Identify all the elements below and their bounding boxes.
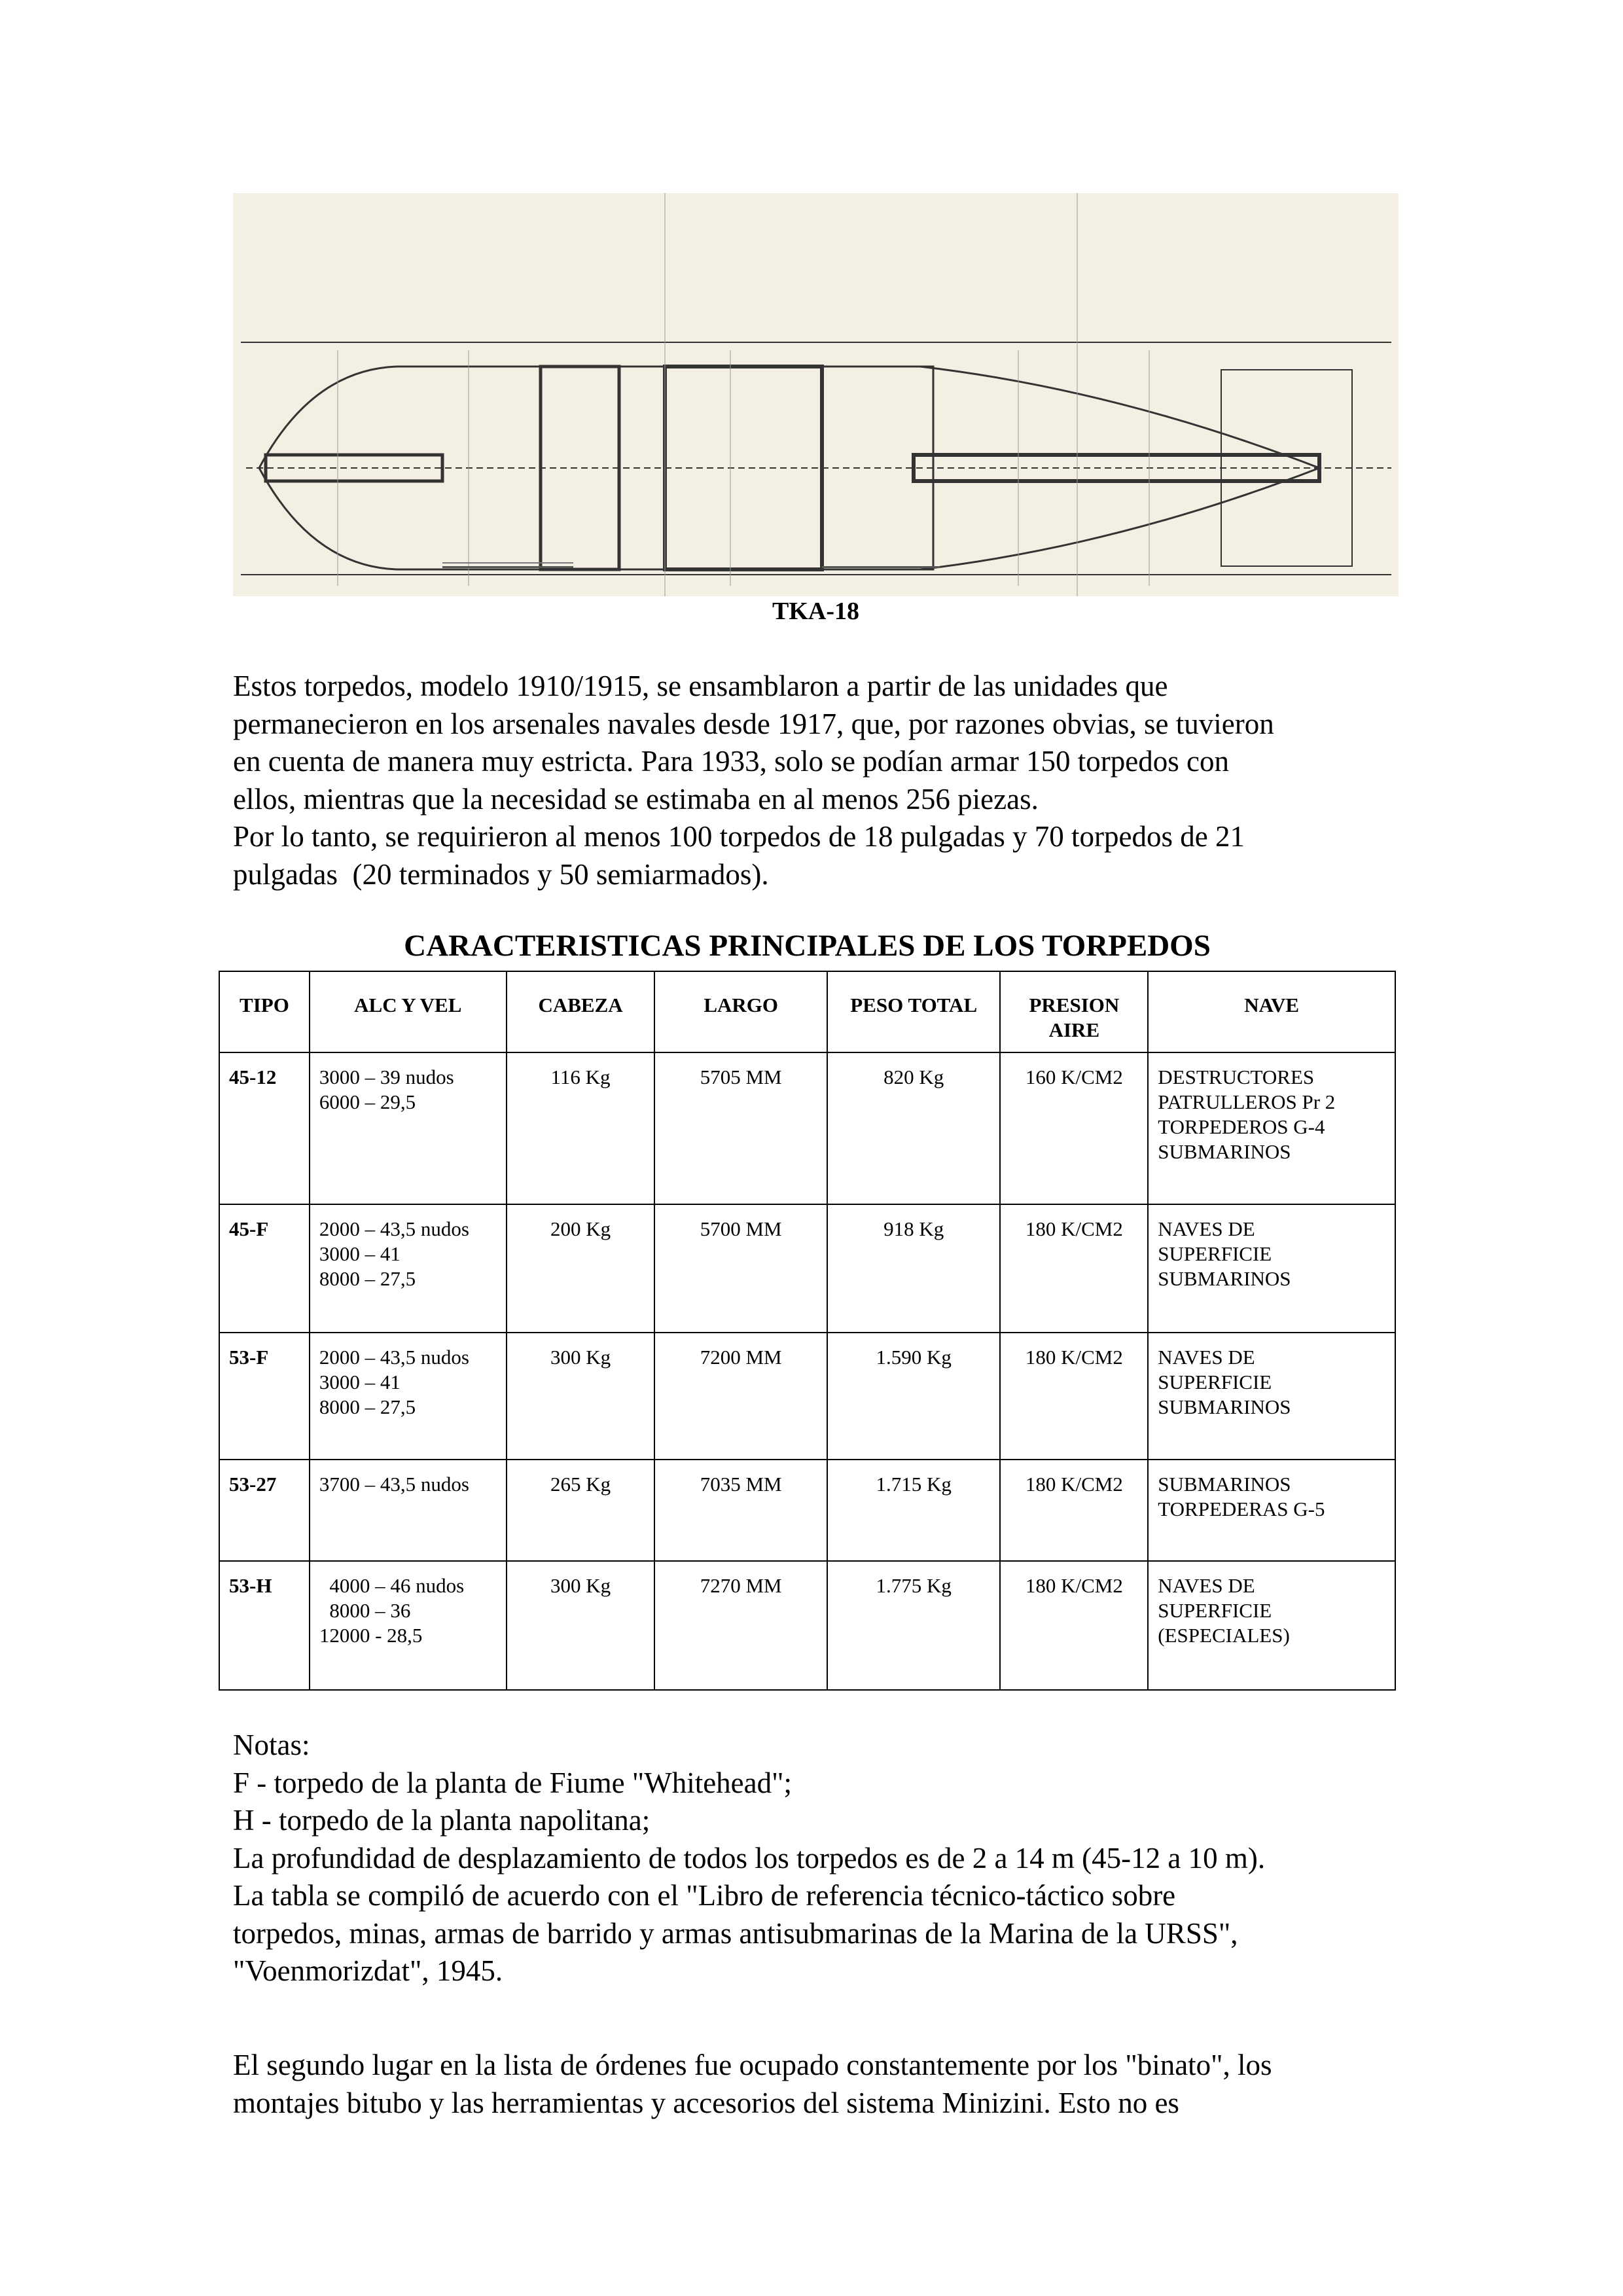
column-header: PRESION AIRE bbox=[1000, 971, 1148, 1052]
cell-cabeza: 200 Kg bbox=[507, 1204, 655, 1333]
closing-paragraph bbox=[233, 2047, 1411, 2122]
cell-cabeza: 116 Kg bbox=[507, 1052, 655, 1204]
text-line: permanecieron en los arsenales navales desde 1917, que, por razones obvias, se tuvieron bbox=[233, 707, 1274, 740]
notes-heading: Notas: bbox=[233, 1729, 310, 1761]
column-header: CABEZA bbox=[507, 971, 655, 1052]
cell-alc: 2000 – 43,5 nudos 3000 – 41 8000 – 27,5 bbox=[310, 1333, 507, 1460]
text-line: Estos torpedos, modelo 1910/1915, se ensamblaron a partir de las unidades que bbox=[233, 670, 1168, 702]
cell-nave: SUBMARINOS TORPEDERAS G-5 bbox=[1148, 1460, 1395, 1561]
table-row bbox=[219, 1460, 1395, 1561]
torpedo-blueprint-icon bbox=[233, 193, 1399, 596]
cell-nave: NAVES DE SUPERFICIE (ESPECIALES) bbox=[1148, 1561, 1395, 1690]
table-row bbox=[219, 1333, 1395, 1460]
table-row bbox=[219, 1561, 1395, 1690]
text-line: Por lo tanto, se requirieron al menos 100 torpedos de 18 pulgadas y 70 torpedos de 21 bbox=[233, 820, 1245, 853]
cell-tipo: 53-H bbox=[219, 1561, 310, 1690]
cell-tipo: 53-27 bbox=[219, 1460, 310, 1561]
text-line: El segundo lugar en la lista de órdenes fue ocupado constantemente por los "binato", los bbox=[233, 2049, 1272, 2081]
column-header: TIPO bbox=[219, 971, 310, 1052]
column-header: PESO TOTAL bbox=[827, 971, 1001, 1052]
text-line: ellos, mientras que la necesidad se estimaba en al menos 256 piezas. bbox=[233, 782, 1039, 816]
cell-cabeza: 300 Kg bbox=[507, 1333, 655, 1460]
cell-peso: 1.715 Kg bbox=[827, 1460, 1001, 1561]
table-row bbox=[219, 1204, 1395, 1333]
text-line: H - torpedo de la planta napolitana; bbox=[233, 1804, 651, 1837]
cell-presion: 180 K/CM2 bbox=[1000, 1204, 1148, 1333]
cell-presion: 180 K/CM2 bbox=[1000, 1333, 1148, 1460]
cell-nave: NAVES DE SUPERFICIE SUBMARINOS bbox=[1148, 1333, 1395, 1460]
notes-paragraph bbox=[233, 1727, 1411, 1990]
cell-largo: 7200 MM bbox=[654, 1333, 827, 1460]
text-line: "Voenmorizdat", 1945. bbox=[233, 1954, 503, 1987]
cell-alc: 2000 – 43,5 nudos 3000 – 41 8000 – 27,5 bbox=[310, 1204, 507, 1333]
cell-cabeza: 300 Kg bbox=[507, 1561, 655, 1690]
cell-largo: 5700 MM bbox=[654, 1204, 827, 1333]
torpedo-blueprint-image bbox=[233, 193, 1399, 596]
cell-largo: 5705 MM bbox=[654, 1052, 827, 1204]
table-title: CARACTERISTICAS PRINCIPALES DE LOS TORPEDOS bbox=[404, 929, 1211, 963]
text-line: La profundidad de desplazamiento de todos los torpedos es de 2 a 14 m (45-12 a 10 m). bbox=[233, 1841, 1266, 1874]
text-line: en cuenta de manera muy estricta. Para 1933, solo se podían armar 150 torpedos con bbox=[233, 745, 1230, 778]
cell-tipo: 53-F bbox=[219, 1333, 310, 1460]
cell-peso: 918 Kg bbox=[827, 1204, 1001, 1333]
table-row bbox=[219, 1052, 1395, 1204]
cell-cabeza: 265 Kg bbox=[507, 1460, 655, 1561]
cell-alc: 4000 – 46 nudos 8000 – 36 12000 - 28,5 bbox=[310, 1561, 507, 1690]
cell-tipo: 45-F bbox=[219, 1204, 310, 1333]
cell-presion: 180 K/CM2 bbox=[1000, 1561, 1148, 1690]
cell-presion: 160 K/CM2 bbox=[1000, 1052, 1148, 1204]
figure-caption: TKA-18 bbox=[772, 598, 859, 625]
text-line: montajes bitubo y las herramientas y accesorios del sistema Minizini. Esto no es bbox=[233, 2086, 1179, 2119]
table-header-row bbox=[219, 971, 1395, 1052]
column-header: LARGO bbox=[654, 971, 827, 1052]
cell-alc: 3000 – 39 nudos 6000 – 29,5 bbox=[310, 1052, 507, 1204]
text-line: torpedos, minas, armas de barrido y armas antisubmarinas de la Marina de la URSS", bbox=[233, 1916, 1238, 1950]
cell-nave: NAVES DE SUPERFICIE SUBMARINOS bbox=[1148, 1204, 1395, 1333]
cell-peso: 1.775 Kg bbox=[827, 1561, 1001, 1690]
column-header: NAVE bbox=[1148, 971, 1395, 1052]
cell-nave: DESTRUCTORES PATRULLEROS Pr 2 TORPEDEROS G-4 SUBMARINOS bbox=[1148, 1052, 1395, 1204]
cell-peso: 1.590 Kg bbox=[827, 1333, 1001, 1460]
intro-paragraph bbox=[233, 668, 1411, 893]
text-line: pulgadas (20 terminados y 50 semiarmados). bbox=[233, 857, 769, 891]
cell-largo: 7270 MM bbox=[654, 1561, 827, 1690]
column-header: ALC Y VEL bbox=[310, 971, 507, 1052]
cell-largo: 7035 MM bbox=[654, 1460, 827, 1561]
cell-tipo: 45-12 bbox=[219, 1052, 310, 1204]
cell-alc: 3700 – 43,5 nudos bbox=[310, 1460, 507, 1561]
cell-presion: 180 K/CM2 bbox=[1000, 1460, 1148, 1561]
text-line: F - torpedo de la planta de Fiume "Whitehead"; bbox=[233, 1766, 792, 1799]
cell-peso: 820 Kg bbox=[827, 1052, 1001, 1204]
text-line: La tabla se compiló de acuerdo con el "Libro de referencia técnico-táctico sobre bbox=[233, 1879, 1176, 1912]
torpedo-specs-table bbox=[219, 971, 1396, 1691]
